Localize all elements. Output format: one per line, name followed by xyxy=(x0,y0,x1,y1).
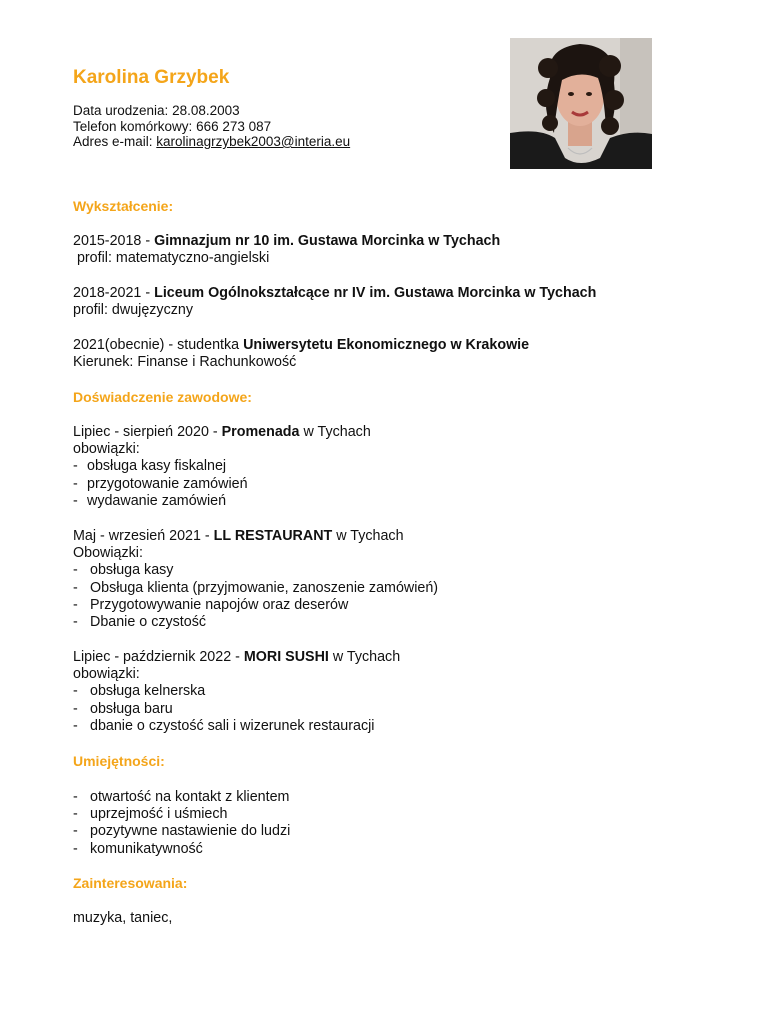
job-employer: Promenada xyxy=(221,424,300,440)
email-link[interactable]: karolinagrzybek2003@interia.eu xyxy=(156,134,351,149)
school-name: Liceum Ogólnokształcące nr IV im. Gustawa Morcinka w Tychach xyxy=(154,285,597,301)
education-title-line xyxy=(73,233,500,250)
job-entry xyxy=(73,424,371,510)
job-employer: LL RESTAURANT xyxy=(213,528,333,544)
education-years: 2015-2018 - xyxy=(73,233,151,249)
experience-heading: Doświadczenie zawodowe: xyxy=(73,389,252,405)
education-item xyxy=(73,337,529,371)
contact-info xyxy=(73,103,350,150)
skills-heading: Umiejętności: xyxy=(73,753,165,769)
duty-item: - Dbanie o czystość xyxy=(73,614,207,631)
duties-label: obowiązki: xyxy=(73,666,140,683)
interests-text: muzyka, taniec, xyxy=(73,910,173,926)
skill-item: - komunikatywność xyxy=(73,840,203,857)
school-name: Gimnazjum nr 10 im. Gustawa Morcinka w Tychach xyxy=(154,233,501,249)
email-line xyxy=(73,134,350,150)
skill-item: - pozytywne nastawienie do ludzi xyxy=(73,823,291,840)
education-item xyxy=(73,285,596,319)
education-item xyxy=(73,233,500,267)
email-label: Adres e-mail: xyxy=(73,134,153,149)
duty-item: - dbanie o czystość sali i wizerunek restauracji xyxy=(73,717,375,734)
duty-item: - obsługa kelnerska xyxy=(73,683,206,700)
skill-item: - uprzejmość i uśmiech xyxy=(73,806,228,823)
job-place: w Tychach xyxy=(336,528,404,544)
interests-heading: Zainteresowania: xyxy=(73,875,188,891)
education-heading: Wykształcenie: xyxy=(73,198,174,214)
duty-item: - obsługa baru xyxy=(73,700,173,717)
education-detail: Kierunek: Finanse i Rachunkowość xyxy=(73,354,297,371)
skills-list xyxy=(73,789,290,858)
birth-date-line xyxy=(73,103,350,119)
job-title-line xyxy=(73,424,371,441)
profile-photo xyxy=(510,38,652,169)
phone-value: 666 273 087 xyxy=(196,118,272,134)
duty-item: - obsługa kasy xyxy=(73,562,174,579)
duty-item: - wydawanie zamówień xyxy=(73,492,227,509)
phone-label: Telefon komórkowy: xyxy=(73,118,193,134)
education-title-line xyxy=(73,337,529,354)
duty-item: - przygotowanie zamówień xyxy=(73,475,248,492)
phone-line xyxy=(73,119,350,135)
education-years: 2021(obecnie) - studentka xyxy=(73,337,240,353)
duties-label: Obowiązki: xyxy=(73,545,143,562)
education-detail: profil: matematyczno-angielski xyxy=(73,250,270,267)
duty-item: - Przygotowywanie napojów oraz deserów xyxy=(73,596,349,613)
skill-item: - otwartość na kontakt z klientem xyxy=(73,789,290,805)
job-period: Lipiec - październik 2022 - xyxy=(73,649,240,665)
birth-value: 28.08.2003 xyxy=(172,103,240,118)
school-name: Uniwersytetu Ekonomicznego w Krakowie xyxy=(243,337,530,353)
job-title-line xyxy=(73,649,400,666)
education-title-line xyxy=(73,285,596,302)
duties-label: obowiązki: xyxy=(73,441,140,458)
duty-item: - Obsługa klienta (przyjmowanie, zanoszenie zamówień) xyxy=(73,579,439,596)
birth-label: Data urodzenia: xyxy=(73,103,169,118)
job-period: Lipiec - sierpień 2020 - xyxy=(73,424,218,440)
duty-item: - obsługa kasy fiskalnej xyxy=(73,458,227,475)
job-title-line xyxy=(73,528,438,545)
education-years: 2018-2021 - xyxy=(73,285,151,301)
job-period: Maj - wrzesień 2021 - xyxy=(73,528,210,544)
candidate-name: Karolina Grzybek xyxy=(73,67,230,88)
education-detail: profil: dwujęzyczny xyxy=(73,302,193,319)
job-entry xyxy=(73,649,400,735)
job-place: w Tychach xyxy=(332,649,401,665)
job-entry xyxy=(73,528,438,631)
job-place: w Tychach xyxy=(303,424,371,440)
job-employer: MORI SUSHI xyxy=(243,649,329,665)
